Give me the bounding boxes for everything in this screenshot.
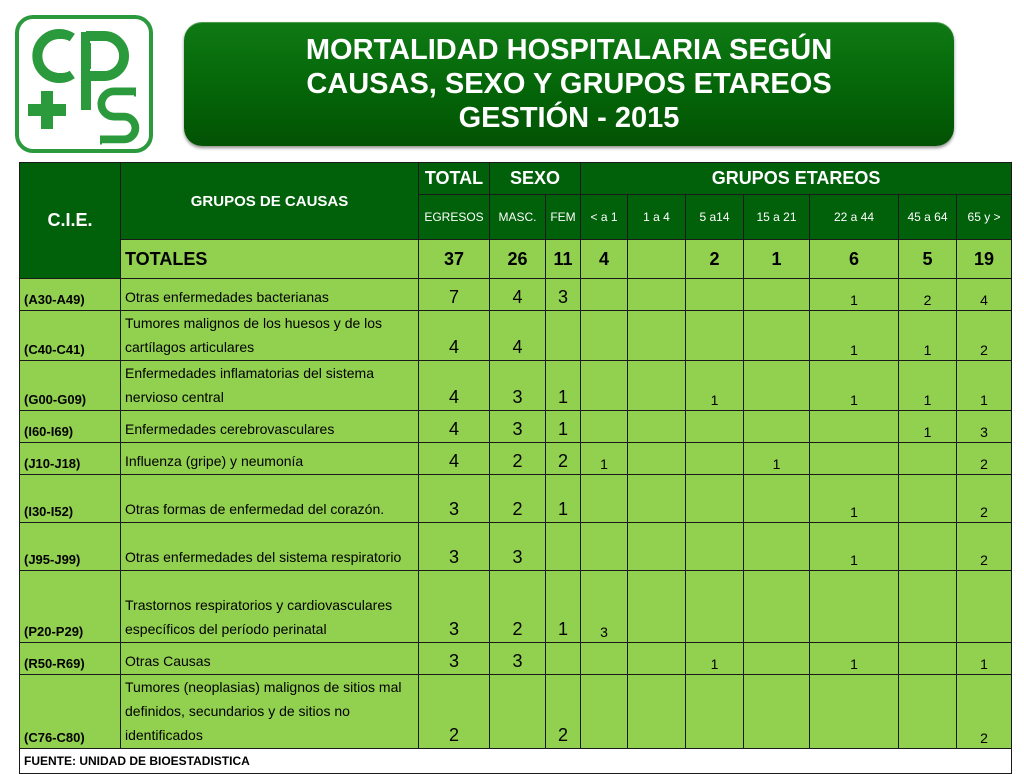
age-value: [744, 643, 810, 675]
age-value: 1: [810, 475, 899, 523]
total-header: TOTAL: [419, 163, 490, 195]
totals-fem: 11: [546, 240, 581, 279]
age-value: [686, 675, 744, 749]
age-value: [581, 311, 628, 361]
egresos-value: 4: [419, 411, 490, 443]
age-header: 22 a 44: [810, 195, 899, 240]
age-value: [628, 475, 686, 523]
masc-value: 4: [490, 279, 546, 311]
masc-value: 3: [490, 643, 546, 675]
fem-value: [546, 523, 581, 571]
age-value: 2: [957, 443, 1012, 475]
age-value: [899, 571, 957, 643]
cause-name: Enfermedades cerebrovasculares: [121, 411, 419, 443]
age-value: [686, 523, 744, 571]
age-value: 1: [686, 643, 744, 675]
totals-age: 2: [686, 240, 744, 279]
table-row: [20, 411, 1012, 443]
age-value: [628, 523, 686, 571]
fem-value: 2: [546, 675, 581, 749]
table-row: [20, 675, 1012, 749]
fem-value: 3: [546, 279, 581, 311]
fem-header: FEM: [546, 195, 581, 240]
age-value: [899, 643, 957, 675]
age-header: < a 1: [581, 195, 628, 240]
age-header: 1 a 4: [628, 195, 686, 240]
cause-name: Otras enfermedades del sistema respiratorio: [121, 523, 419, 571]
cie-code: (A30-A49): [20, 279, 121, 311]
cause-name: Otras enfermedades bacterianas: [121, 279, 419, 311]
table-row: [20, 475, 1012, 523]
age-value: [957, 571, 1012, 643]
fem-value: 1: [546, 411, 581, 443]
age-value: [581, 675, 628, 749]
egresos-value: 4: [419, 443, 490, 475]
age-value: 1: [686, 361, 744, 411]
age-value: [899, 675, 957, 749]
totals-age: 4: [581, 240, 628, 279]
cie-code: (J95-J99): [20, 523, 121, 571]
egresos-value: 4: [419, 311, 490, 361]
age-value: [686, 475, 744, 523]
age-value: 2: [957, 675, 1012, 749]
age-value: [810, 675, 899, 749]
fem-value: [546, 643, 581, 675]
title-banner: [184, 22, 954, 146]
masc-value: 2: [490, 475, 546, 523]
age-header: 15 a 21: [744, 195, 810, 240]
age-value: [899, 523, 957, 571]
cie-code: (I30-I52): [20, 475, 121, 523]
age-value: 1: [957, 643, 1012, 675]
age-value: 2: [899, 279, 957, 311]
totals-age: 1: [744, 240, 810, 279]
age-value: [581, 475, 628, 523]
masc-value: [490, 675, 546, 749]
age-value: 1: [899, 361, 957, 411]
age-value: 1: [810, 523, 899, 571]
age-value: [628, 675, 686, 749]
egresos-value: 3: [419, 643, 490, 675]
cie-code: (I60-I69): [20, 411, 121, 443]
age-value: 1: [899, 311, 957, 361]
age-value: [744, 361, 810, 411]
age-value: 1: [810, 279, 899, 311]
cie-header: C.I.E.: [20, 163, 121, 279]
footer-row: [20, 749, 1012, 774]
age-header: 5 a14: [686, 195, 744, 240]
totals-age: 6: [810, 240, 899, 279]
table-row: [20, 279, 1012, 311]
mortality-table: [19, 162, 1012, 774]
egresos-header: EGRESOS: [419, 195, 490, 240]
totals-age: [628, 240, 686, 279]
age-value: [581, 523, 628, 571]
cps-logo: [14, 14, 154, 154]
masc-value: 3: [490, 411, 546, 443]
age-value: [744, 311, 810, 361]
age-value: 1: [581, 443, 628, 475]
age-value: [810, 411, 899, 443]
cause-name: Otras formas de enfermedad del corazón.: [121, 475, 419, 523]
age-value: 2: [957, 475, 1012, 523]
age-value: 1: [899, 411, 957, 443]
age-value: [744, 571, 810, 643]
cie-code: (C76-C80): [20, 675, 121, 749]
egresos-value: 7: [419, 279, 490, 311]
fem-value: 2: [546, 443, 581, 475]
egresos-value: 3: [419, 571, 490, 643]
cause-name: Trastornos respiratorios y cardiovasculares específicos del período perinatal: [121, 571, 419, 643]
fem-value: [546, 311, 581, 361]
title-line-1: MORTALIDAD HOSPITALARIA SEGÚN: [305, 34, 833, 66]
age-value: [686, 571, 744, 643]
age-value: [686, 311, 744, 361]
grupos-causas-header: GRUPOS DE CAUSAS: [121, 163, 419, 240]
masc-value: 2: [490, 571, 546, 643]
table-row: [20, 643, 1012, 675]
age-value: [628, 643, 686, 675]
age-value: 1: [810, 361, 899, 411]
age-value: [744, 675, 810, 749]
egresos-value: 3: [419, 475, 490, 523]
cie-code: (R50-R69): [20, 643, 121, 675]
cause-name: Otras Causas: [121, 643, 419, 675]
title-line-2: CAUSAS, SEXO Y GRUPOS ETAREOS: [306, 68, 832, 100]
age-value: [744, 411, 810, 443]
cie-code: (J10-J18): [20, 443, 121, 475]
cie-code: (C40-C41): [20, 311, 121, 361]
age-value: [628, 411, 686, 443]
fem-value: 1: [546, 361, 581, 411]
cause-name: Enfermedades inflamatorias del sistema nervioso central: [121, 361, 419, 411]
age-value: [581, 643, 628, 675]
masc-value: 3: [490, 361, 546, 411]
totals-age: 19: [957, 240, 1012, 279]
egresos-value: 4: [419, 361, 490, 411]
age-value: 1: [810, 643, 899, 675]
sexo-header: SEXO: [490, 163, 581, 195]
fem-value: 1: [546, 475, 581, 523]
cause-name: Tumores malignos de los huesos y de los cartílagos articulares: [121, 311, 419, 361]
age-value: 2: [957, 523, 1012, 571]
age-value: 3: [957, 411, 1012, 443]
totals-age: 5: [899, 240, 957, 279]
age-value: [581, 411, 628, 443]
age-value: 1: [744, 443, 810, 475]
age-value: [810, 443, 899, 475]
age-value: [744, 523, 810, 571]
egresos-value: 2: [419, 675, 490, 749]
masc-value: 3: [490, 523, 546, 571]
age-value: 3: [581, 571, 628, 643]
cause-name: Influenza (gripe) y neumonía: [121, 443, 419, 475]
age-value: [628, 311, 686, 361]
age-value: [686, 411, 744, 443]
age-value: [810, 571, 899, 643]
age-value: [744, 279, 810, 311]
cie-code: (G00-G09): [20, 361, 121, 411]
age-value: [581, 361, 628, 411]
masc-header: MASC.: [490, 195, 546, 240]
age-value: [628, 571, 686, 643]
age-value: [628, 443, 686, 475]
age-value: [899, 475, 957, 523]
table-row: [20, 523, 1012, 571]
age-value: [899, 443, 957, 475]
age-value: 1: [957, 361, 1012, 411]
age-value: [628, 279, 686, 311]
table-row: [20, 361, 1012, 411]
fem-value: 1: [546, 571, 581, 643]
totals-row: [20, 240, 1012, 279]
table-row: [20, 443, 1012, 475]
age-value: [628, 361, 686, 411]
age-header: 45 a 64: [899, 195, 957, 240]
grupos-etareos-header: GRUPOS ETAREOS: [581, 163, 1012, 195]
masc-value: 2: [490, 443, 546, 475]
age-header: 65 y >: [957, 195, 1012, 240]
masc-value: 4: [490, 311, 546, 361]
age-value: 1: [810, 311, 899, 361]
age-value: [581, 279, 628, 311]
age-value: [686, 279, 744, 311]
table-row: [20, 311, 1012, 361]
age-value: 2: [957, 311, 1012, 361]
cause-name: Tumores (neoplasias) malignos de sitios mal definidos, secundarios y de sitios no identificados: [121, 675, 419, 749]
table-row: [20, 571, 1012, 643]
cie-code: (P20-P29): [20, 571, 121, 643]
title-line-3: GESTIÓN - 2015: [458, 102, 680, 134]
age-value: [744, 475, 810, 523]
source-note: FUENTE: UNIDAD DE BIOESTADISTICA: [20, 749, 1012, 774]
totals-egresos: 37: [419, 240, 490, 279]
egresos-value: 3: [419, 523, 490, 571]
totals-masc: 26: [490, 240, 546, 279]
age-value: 4: [957, 279, 1012, 311]
age-value: [686, 443, 744, 475]
totals-label: TOTALES: [121, 240, 419, 279]
